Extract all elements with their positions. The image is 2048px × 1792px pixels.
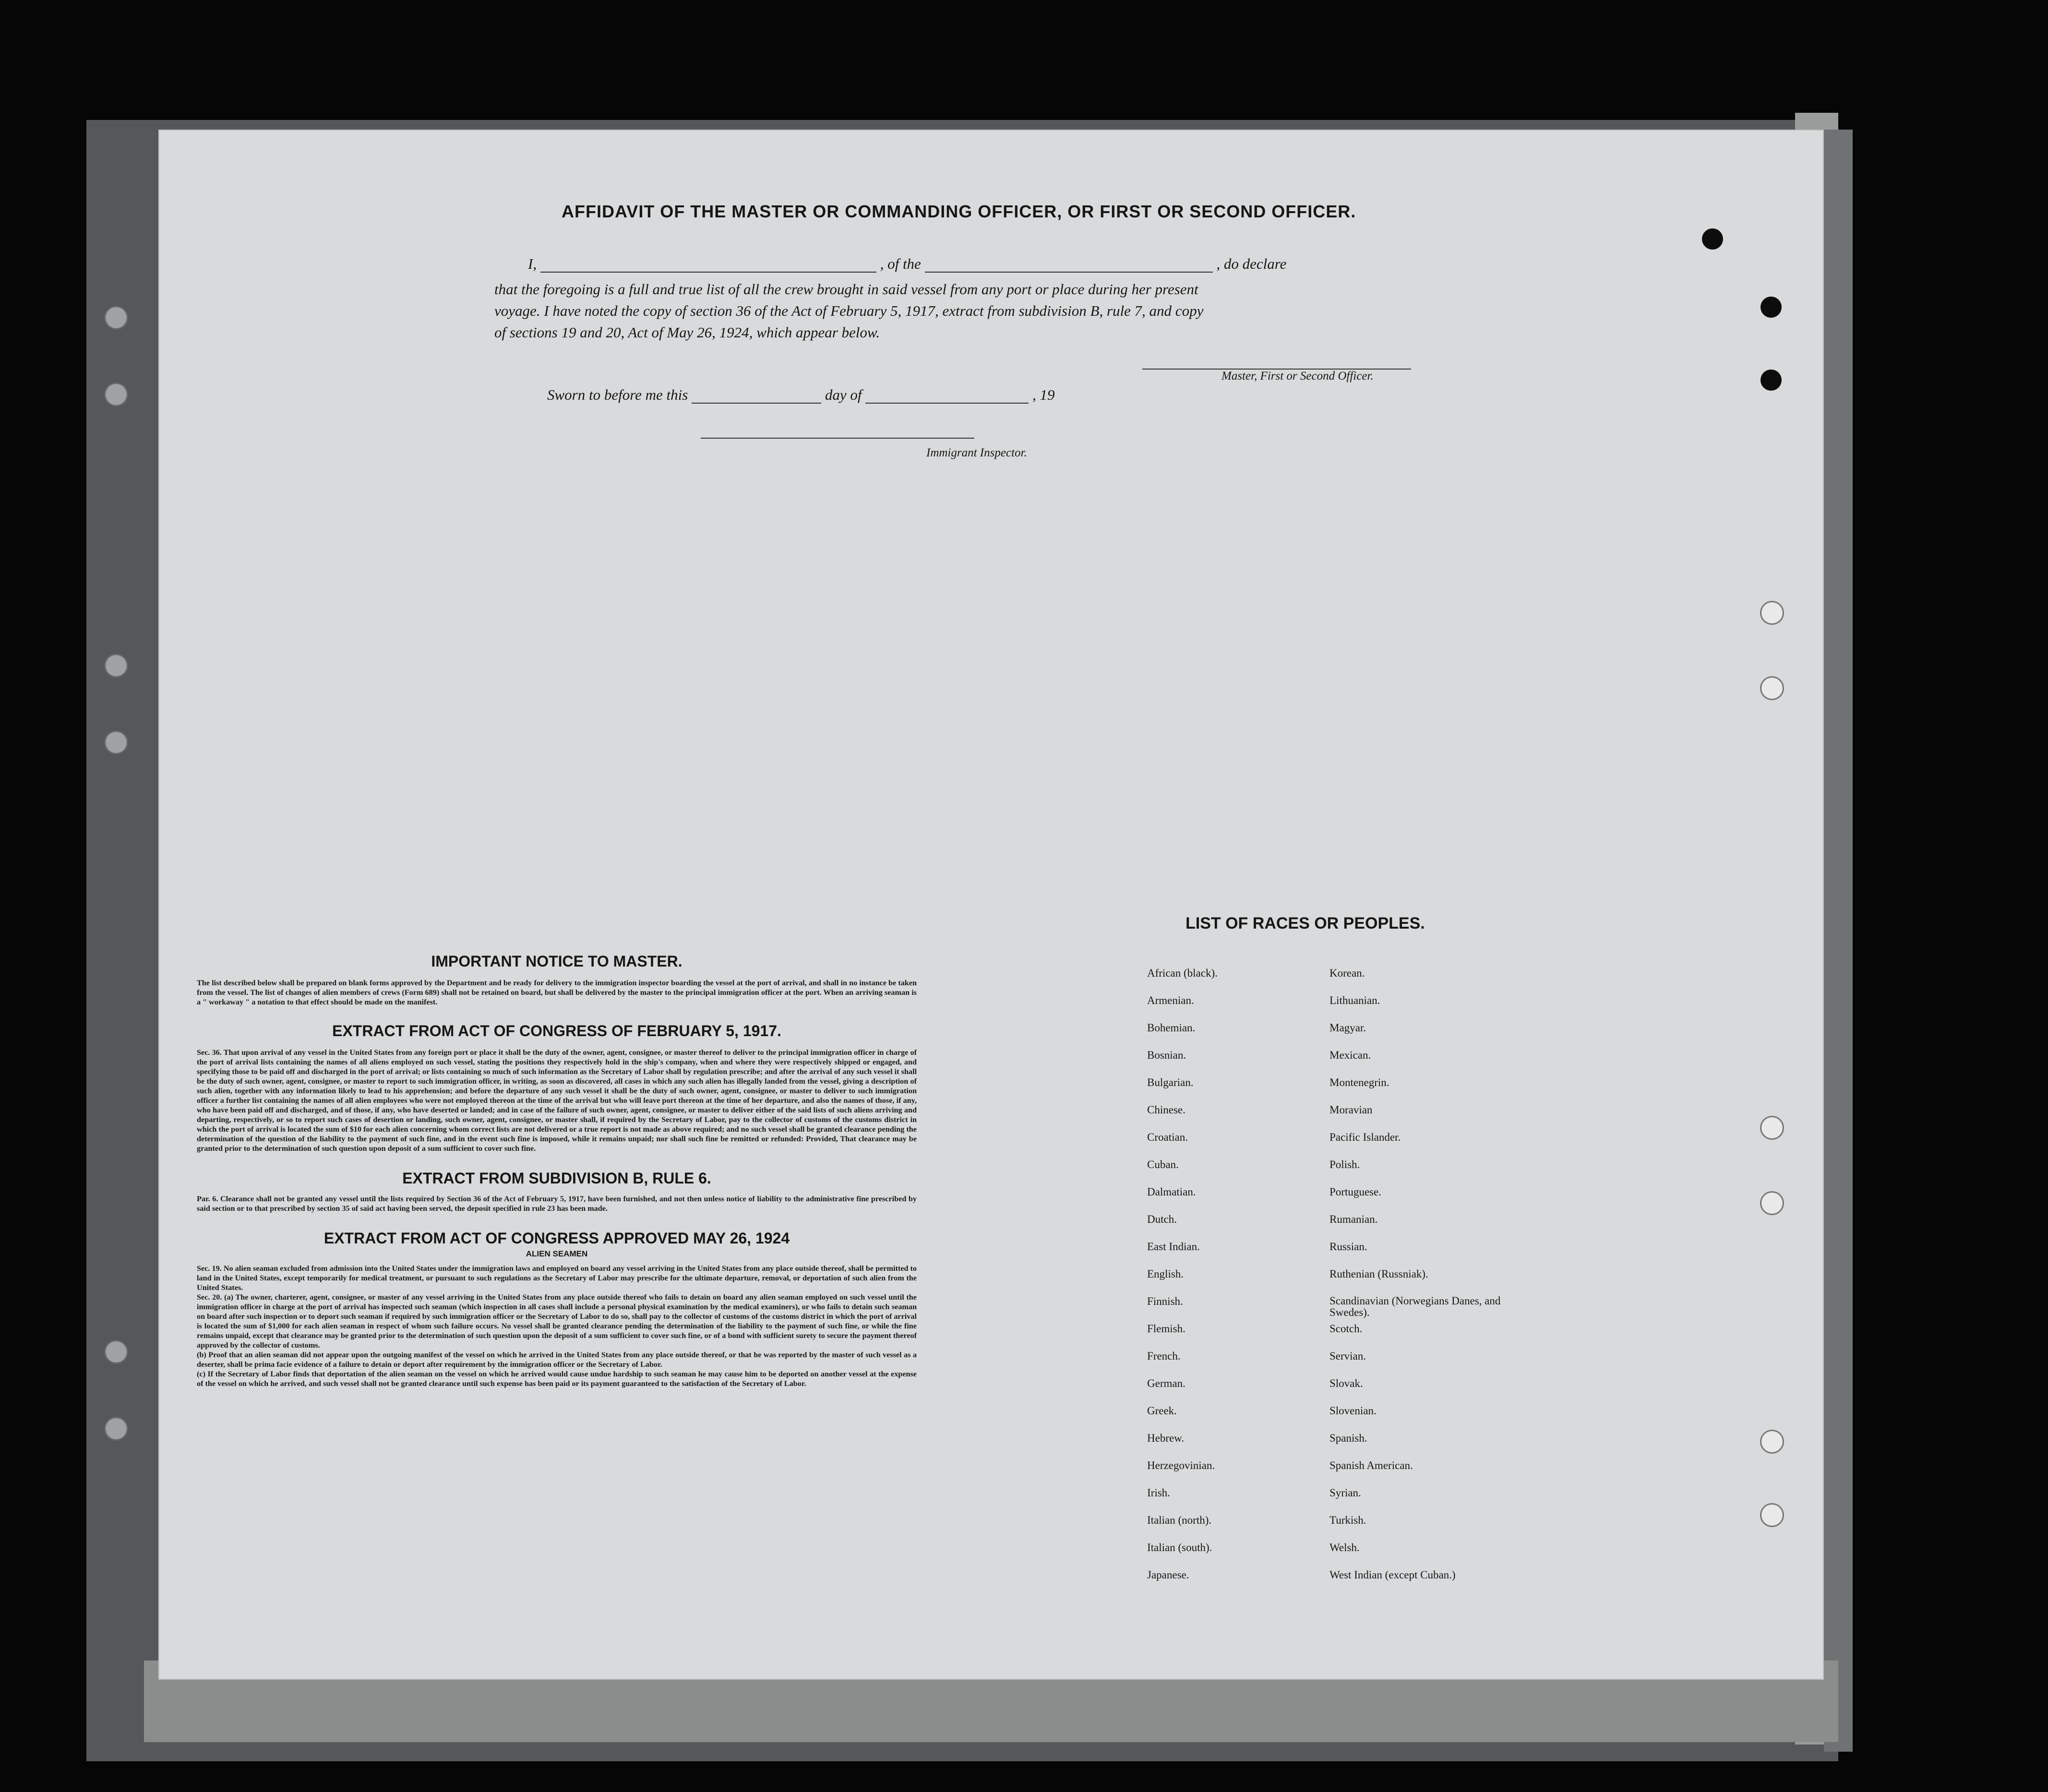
race-item: Slovenian. [1329, 1405, 1377, 1417]
binder-hole [106, 732, 127, 753]
race-item: Korean. [1329, 967, 1365, 979]
vessel-prefix: , of the [880, 255, 921, 272]
race-item: Russian. [1329, 1241, 1367, 1253]
race-item: Pacific Islander. [1329, 1131, 1401, 1143]
binder-hole [106, 655, 127, 676]
binder-hole [1761, 602, 1783, 623]
declarant-prefix: I, [528, 255, 537, 272]
binder-hole [1761, 297, 1782, 318]
race-item: Greek. [1147, 1405, 1177, 1417]
race-item: Italian (north). [1147, 1514, 1212, 1526]
sworn-month-blank [865, 388, 1029, 404]
race-item: Italian (south). [1147, 1541, 1212, 1553]
race-item: Portuguese. [1329, 1186, 1381, 1198]
race-item: Montenegrin. [1329, 1076, 1389, 1088]
race-item: English. [1147, 1268, 1184, 1280]
race-item: Herzegovinian. [1147, 1459, 1215, 1471]
bleed-through-header [374, 182, 382, 215]
declarant-name-blank [540, 257, 876, 273]
sworn-year-label: , 19 [1032, 386, 1055, 403]
right-sheet-edge-2 [1824, 130, 1853, 1752]
races-right-column [1329, 967, 1512, 1596]
race-item: Servian. [1329, 1350, 1366, 1362]
extract-1924-title: EXTRACT FROM ACT OF CONGRESS APPROVED MAY 26, 1924 [323, 1230, 790, 1247]
binder-hole [106, 384, 127, 405]
race-item: Finnish. [1147, 1295, 1183, 1307]
extract-1924-sec20c: (c) If the Secretary of Labor finds that deportation of the alien seaman on the vessel on which he arrived would cause undue hardship to such seaman he may cause him to be deported on another vessel at the expense of the vessel on which he arrived, and such vessel shall not be granted clearance until such expense has been paid or its payment guaranteed to the satisfaction of the Secretary of Labor. [197, 1370, 917, 1388]
race-item: Spanish American. [1329, 1459, 1413, 1471]
affidavit-body-line: of sections 19 and 20, Act of May 26, 1924, which appear below. [494, 324, 880, 341]
race-item: Mexican. [1329, 1049, 1371, 1061]
affidavit-declaration-line [494, 255, 1286, 273]
sworn-date-blank [692, 388, 821, 404]
extract-1924-sec20a: Sec. 20. (a) The owner, charterer, agent, consignee, or master of any vessel arriving in the United States from any place outside thereof who fails to detain on board any alien seaman employed on such vessel until the immigration officer in charge at the port of arrival has inspected such seaman (which inspection in all cases shall include a personal physical examination by the medical examiners), or who fails to detain such seaman on board after such inspection or to deport such seaman if required by such immigration officer or the Secretary of Labor to do so, shall pay to the collector of customs of the customs district in which the port of arrival is located the sum of $1,000 for each alien seaman in respect of whom such failure occurs. No vessel shall be granted clearance pending the determination of the liability to the payment of such fine, or while the fine remains unpaid, except that clearance may be granted prior to the determination of such question upon the deposit of a sum sufficient to cover such fine, or of a bond with sufficient surety to secure the payment thereof approved by the collector of customs. [197, 1293, 917, 1350]
inspector-label: Immigrant Inspector. [926, 446, 1027, 459]
vessel-name-blank [925, 257, 1213, 273]
race-item: Dutch. [1147, 1213, 1177, 1225]
race-item: Irish. [1147, 1487, 1170, 1499]
master-signature-label: Master, First or Second Officer. [1222, 370, 1374, 382]
binder-hole [106, 307, 127, 328]
binder-hole [1761, 370, 1782, 391]
race-item: Scotch. [1329, 1323, 1363, 1335]
race-item: Bulgarian. [1147, 1076, 1194, 1088]
sworn-day-label: day of [825, 386, 862, 403]
race-item: Spanish. [1329, 1432, 1367, 1444]
binder-hole [1702, 228, 1723, 250]
notice-title: IMPORTANT NOTICE TO MASTER. [431, 953, 683, 970]
binder-hole [106, 1341, 127, 1362]
race-item: Flemish. [1147, 1323, 1186, 1335]
extract-1917-body: Sec. 36. That upon arrival of any vessel in the United States from any foreign port or place it shall be the duty of the owner, agent, consignee, or master thereof to deliver to the principal immigration officer in charge of the port of arrival lists containing the names of all aliens employed on such vessel, stating the positions they respectively hold in the ship's company, when and where they were respectively shipped or engaged, and specifying those to be paid off and discharged in the port of arrival; or lists containing so much of such information as the Secretary of Labor shall by regulation prescribe; and after the arrival of any such vessel it shall be the duty of such owner, agent, consignee, or master to report to such immigration officer, in writing, as soon as discovered, all cases in which any such alien has illegally landed from the vessel, giving a description of such alien, together with any information likely to lead to his apprehension; and before the departure of any such vessel it shall be the duty of such owner, agent, consignee, or master to deliver to such immigration officer a further list containing the names of all alien employees who were not employed thereon at the time of the arrival but who will leave port thereon at the time of her departure, and also the names of those, if any, who have been paid off and discharged, and of those, if any, who have deserted or landed; and in case of the failure of such owner, agent, consignee, or master to deliver either of the said lists of such aliens arriving and departing, respectively, or so to report such cases of desertion or landing, such owner, agent, consignee, or master shall, if required by the Secretary of Labor, pay to the collector of customs of the customs district in which the port of arrival is located the sum of $10 for each alien concerning whom correct lists are not delivered or a true report is not made as above required; and no such vessel shall be granted clearance pending the determination of the question of the liability to the payment of such fine, and in the event such fine is imposed, while it remains unpaid; nor shall such fine be remitted or refunded: Provided, That clearance may be granted prior to the determination of such question upon deposit of a sum sufficient to cover such fine. [197, 1048, 917, 1153]
extract-1924-sec19: Sec. 19. No alien seaman excluded from admission into the United States under the immigration laws and employed on board any vessel arriving in the United States from any place outside thereof, shall be permitted to land in the United States, except temporarily for medical treatment, or pursuant to such regulations as the Secretary of Labor may prescribe for the ultimate departure, removal, or deportation of such alien from the United States. [197, 1264, 917, 1292]
races-left-column [1147, 967, 1218, 1596]
race-item: Polish. [1329, 1159, 1360, 1171]
race-item: Hebrew. [1147, 1432, 1185, 1444]
affidavit-body-line: that the foregoing is a full and true list of all the crew brought in said vessel from any port or place during her present [494, 281, 1198, 298]
race-item: Armenian. [1147, 994, 1194, 1006]
race-item: Turkish. [1329, 1514, 1366, 1526]
binder-hole [1761, 678, 1783, 699]
races-title: LIST OF RACES OR PEOPLES. [1186, 914, 1425, 932]
race-item: Rumanian. [1329, 1213, 1378, 1225]
binder-hole [1761, 1117, 1783, 1138]
sworn-prefix: Sworn to before me this [547, 386, 688, 403]
binder-hole [1761, 1505, 1783, 1526]
binder-hole [106, 1418, 127, 1439]
affidavit-title: AFFIDAVIT OF THE MASTER OR COMMANDING OFFICER, OR FIRST OR SECOND OFFICER. [562, 202, 1356, 221]
race-item: Syrian. [1329, 1487, 1361, 1499]
race-item: Welsh. [1329, 1541, 1360, 1553]
manifest-page [158, 130, 1824, 1680]
extract-rule6-title: EXTRACT FROM SUBDIVISION B, RULE 6. [402, 1170, 711, 1187]
notice-body: The list described below shall be prepared on blank forms approved by the Department and be ready for delivery to the immigration inspector boarding the vessel at the port of arrival, and shall in no instance be taken from the vessel. The list of changes of alien members of crews (Form 689) shall not be retained on board, but shall be delivered by the master to the principal immigration officer at the port. When an arriving seaman is a " workaway " a notation to that effect should be made on the manifest. [197, 979, 917, 1006]
race-item: Chinese. [1147, 1104, 1186, 1116]
race-item: Croatian. [1147, 1131, 1188, 1143]
binder-hole [1761, 1431, 1783, 1452]
sworn-line [547, 386, 1054, 404]
race-item: East Indian. [1147, 1241, 1200, 1253]
race-item: Dalmatian. [1147, 1186, 1196, 1198]
race-item: Japanese. [1147, 1569, 1189, 1581]
inspector-signature-line [701, 423, 974, 439]
race-item: German. [1147, 1377, 1186, 1389]
master-signature-line [1142, 354, 1411, 370]
race-item: Lithuanian. [1329, 994, 1380, 1006]
legal-extracts-section [197, 953, 917, 1388]
race-item: Bosnian. [1147, 1049, 1186, 1061]
race-item: Bohemian. [1147, 1022, 1196, 1034]
extract-1917-title: EXTRACT FROM ACT OF CONGRESS OF FEBRUARY 5, 1917. [332, 1022, 781, 1039]
extract-1924-subtitle: ALIEN SEAMEN [526, 1249, 588, 1258]
race-item: Slovak. [1329, 1377, 1363, 1389]
race-item: Magyar. [1329, 1022, 1366, 1034]
race-item: Scandinavian (Norwegians Danes, and Swedes). [1329, 1295, 1501, 1318]
race-item: Cuban. [1147, 1159, 1179, 1171]
declare-suffix: , do declare [1216, 255, 1287, 272]
binder-hole [1761, 1193, 1783, 1214]
race-item: French. [1147, 1350, 1181, 1362]
race-item: African (black). [1147, 967, 1218, 979]
race-item: Moravian [1329, 1104, 1373, 1116]
race-item: Ruthenian (Russniak). [1329, 1268, 1428, 1280]
race-item: West Indian (except Cuban.) [1329, 1569, 1456, 1581]
affidavit-body-line: voyage. I have noted the copy of section 36 of the Act of February 5, 1917, extract from subdivision B, rule 7, and copy [494, 302, 1204, 319]
extract-1924-sec20b: (b) Proof that an alien seaman did not appear upon the outgoing manifest of the vessel on which he arrived in the United States from any place outside thereof, or that he was reported by the master of such vessel as a deserter, shall be prima facie evidence of a failure to detain or deport after requirement by the immigration officer or the Secretary of Labor. [197, 1350, 917, 1369]
extract-rule6-body: Par. 6. Clearance shall not be granted any vessel until the lists required by Section 36 of the Act of February 5, 1917, have been furnished, and not then unless notice of liability to the administrative fine prescribed by said section or to that prescribed by section 35 of said act having been served, the deposit specified in rule 23 has been made. [197, 1195, 917, 1213]
